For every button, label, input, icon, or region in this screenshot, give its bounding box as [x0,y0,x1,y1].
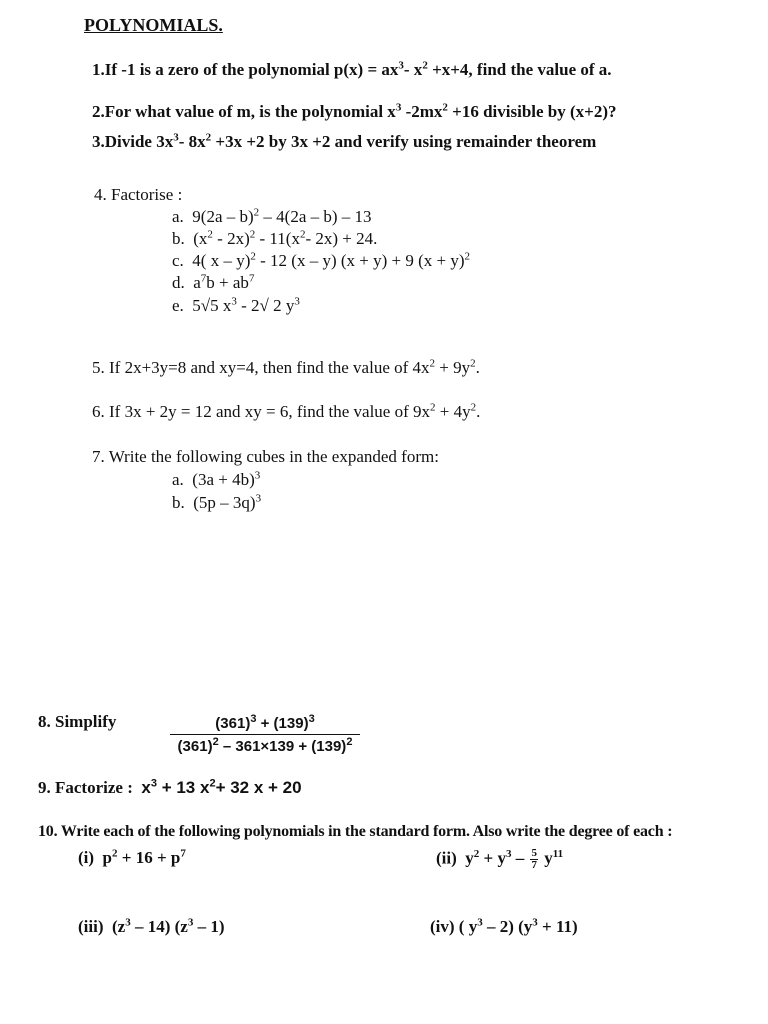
question-2: 2.For what value of m, is the polynomial $x^3$ $-2mx^2 +16$ divisible by (x+2)? [92,101,617,121]
question-8-fraction [170,715,360,755]
question-7a: a. $(3a + 4b)^3$ [172,469,261,489]
question-4b: b. $(x^2 - 2x)^2 - 11(x^2-$ 2x) + 24. [172,228,378,248]
page-title: POLYNOMIALS. [84,15,223,35]
question-10-ii: (ii) $y^2 + y^3$ – $\frac{5}{7}$ $y^{11}$ [436,847,564,871]
question-8-label: 8. Simplify [38,712,117,731]
question-3: 3.Divide $3x^3-$ $8x^2 +3x +2$ by 3x +2 and verify using remainder theorem [92,131,597,151]
fraction-numerator: $(361)^3 + (139)^3$ [170,715,360,735]
question-4a: a. 9(2a – b)$^2$ – 4(2a – b) – 13 [172,206,372,226]
question-4c: c. 4( x – y)$^2$ - 12 (x – y) (x + y) + 9 $(x + y)^2$ [172,250,471,270]
question-4e: e. 5√5 $x^3 - 2√$ 2 $y^3$ [172,295,300,315]
question-9: 9. Factorize : $x^3 + 13$ $x^2+ 32$ x + 20 [38,777,302,797]
question-10-label: 10. Write each of the following polynomials in the standard form. Also write the degree of each : [38,823,673,840]
question-7b: b. (5p – 3q)$^3$ [172,492,262,512]
question-10-iii: (iii) $(z^3 - 14)$ $(z^3 - 1)$ [78,916,225,936]
question-6: 6. If 3x + 2y = 12 and xy = 6, find the value of $9x^2 + 4y^2$. [92,401,481,421]
question-10-iv: (iv) ( $y^3 - 2$) $(y^3 + 11)$ [430,916,578,936]
question-4d: d. $a^7b + ab^7$ [172,272,255,292]
question-1: 1.If -1 is a zero of the polynomial $p(x) = ax^3-$ $x^2 +x+4$, find the value of a. [92,59,612,79]
question-7-label: 7. Write the following cubes in the expanded form: [92,447,439,466]
question-4-label: 4. Factorise : [94,185,183,204]
question-10-i: (i) $p^2 + 16 + p^7$ [78,847,186,867]
fraction-denominator: $(361)^2 - 361\times 139 + (139)^2$ [177,736,353,755]
question-5: 5. If 2x+3y=8 and xy=4, then find the value of $4x^2 + 9y^2$. [92,357,480,377]
inline-fraction: $\frac{5}{7}$ [531,847,537,871]
